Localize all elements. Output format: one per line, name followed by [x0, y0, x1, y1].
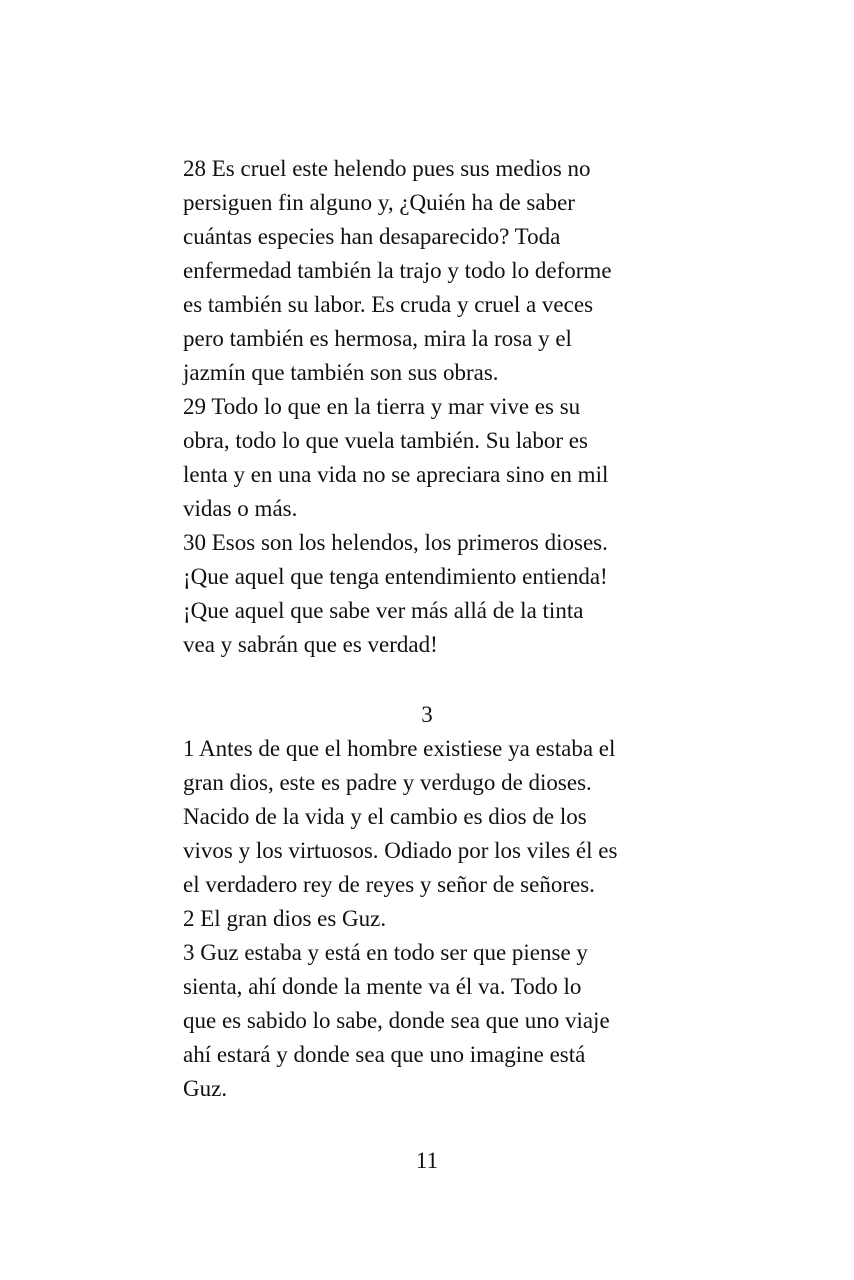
- text-line: gran dios, este es padre y verdugo de dioses.: [183, 770, 592, 795]
- verses-chapter-3: [183, 732, 683, 1106]
- chapter-number-heading: 3: [421, 702, 433, 727]
- text-line: vidas o más.: [183, 496, 298, 521]
- text-line: cuántas especies han desaparecido? Toda: [183, 224, 561, 249]
- text-line: 3 Guz estaba y está en todo ser que piense y: [183, 940, 588, 965]
- text-line: jazmín que también son sus obras.: [183, 360, 499, 385]
- text-line: Guz.: [183, 1076, 228, 1101]
- text-line: enfermedad también la trajo y todo lo deforme: [183, 258, 612, 283]
- text-line: ¡Que aquel que sabe ver más allá de la tinta: [183, 598, 584, 623]
- text-line: persiguen fin alguno y, ¿Quién ha de saber: [183, 190, 575, 215]
- text-line: el verdadero rey de reyes y señor de señores.: [183, 872, 595, 897]
- text-line: 29 Todo lo que en la tierra y mar vive es su: [183, 394, 581, 419]
- verses-chapter-2-end: [183, 152, 683, 662]
- text-line: obra, todo lo que vuela también. Su labor es: [183, 428, 588, 453]
- text-line: es también su labor. Es cruda y cruel a veces: [183, 292, 594, 317]
- text-line: 1 Antes de que el hombre existiese ya estaba el: [183, 736, 616, 761]
- text-line: 2 El gran dios es Guz.: [183, 906, 387, 931]
- text-line: ¡Que aquel que tenga entendimiento entienda!: [183, 564, 608, 589]
- text-line: ahí estará y donde sea que uno imagine está: [183, 1042, 586, 1067]
- page-number: 11: [415, 1148, 439, 1173]
- text-line: sienta, ahí donde la mente va él va. Todo lo: [183, 974, 582, 999]
- text-line: que es sabido lo sabe, donde sea que uno viaje: [183, 1008, 610, 1033]
- text-line: 28 Es cruel este helendo pues sus medios no: [183, 156, 591, 181]
- text-line: lenta y en una vida no se apreciara sino en mil: [183, 462, 609, 487]
- text-line: vivos y los virtuosos. Odiado por los viles él es: [183, 838, 618, 863]
- text-line: Nacido de la vida y el cambio es dios de los: [183, 804, 587, 829]
- text-line: vea y sabrán que es verdad!: [183, 632, 438, 657]
- text-line: 30 Esos son los helendos, los primeros dioses.: [183, 530, 608, 555]
- text-line: pero también es hermosa, mira la rosa y el: [183, 326, 572, 351]
